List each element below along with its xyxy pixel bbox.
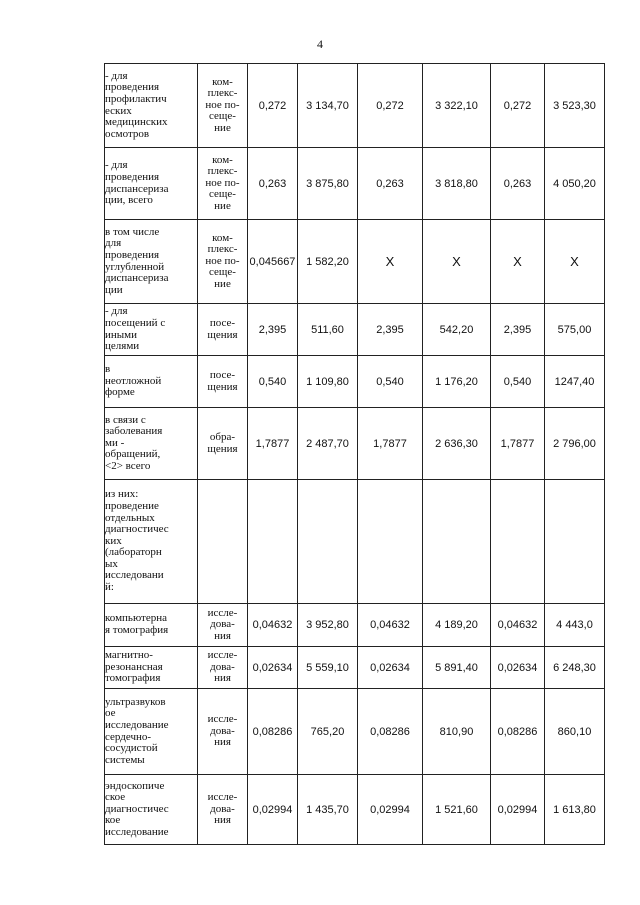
value-cell: 2 636,30 — [423, 408, 491, 480]
row-name: - для проведения профилактич еских медицинских осмотров — [105, 69, 168, 140]
table-row — [105, 64, 605, 148]
table-row — [105, 408, 605, 480]
row-name-cell — [105, 647, 198, 689]
value-cell: 0,02994 — [491, 775, 545, 845]
unit-cell — [198, 647, 248, 689]
value-cell: 2,395 — [358, 304, 423, 356]
value-cell: 0,540 — [248, 356, 298, 408]
unit-label: ком- плекс- ное по- сеще- ние — [205, 231, 240, 290]
value-cell: 3 134,70 — [298, 64, 358, 148]
value-cell: 0,04632 — [358, 604, 423, 647]
value-cell: 4 443,0 — [545, 604, 605, 647]
unit-label: обра- щения — [207, 430, 238, 455]
value-cell: 0,04632 — [248, 604, 298, 647]
value-cell: 5 891,40 — [423, 647, 491, 689]
value-cell: 1 521,60 — [423, 775, 491, 845]
unit-label: ком- плекс- ное по- сеще- ние — [205, 75, 240, 134]
table-row — [105, 689, 605, 775]
table-row — [105, 647, 605, 689]
row-name-cell — [105, 408, 198, 480]
value-cell: 0,263 — [358, 148, 423, 220]
value-cell: 2 796,00 — [545, 408, 605, 480]
unit-cell — [198, 775, 248, 845]
value-cell: 0,263 — [491, 148, 545, 220]
value-cell: 0,08286 — [248, 689, 298, 775]
unit-label: иссле- дова- ния — [207, 791, 238, 827]
row-name-cell — [105, 64, 198, 148]
row-name: эндоскопиче ское диагностичес кое исследование — [105, 779, 169, 838]
value-cell: 0,02994 — [248, 775, 298, 845]
value-cell: 3 523,30 — [545, 64, 605, 148]
value-cell: 1,7877 — [248, 408, 298, 480]
row-name-cell — [105, 689, 198, 775]
value-cell: 1,7877 — [358, 408, 423, 480]
value-cell: 1247,40 — [545, 356, 605, 408]
row-name-cell — [105, 604, 198, 647]
row-name: из них: проведение отдельных диагностичес ких (лабораторн ых исследовани й: — [105, 488, 169, 594]
value-cell: 0,045667 — [248, 220, 298, 304]
row-name: в том числе для проведения углубленной диспансериза ции — [105, 225, 169, 296]
row-name: в связи с заболевания ми - обращений, <2> всего — [105, 413, 163, 472]
row-name-cell — [105, 356, 198, 408]
value-cell — [298, 480, 358, 604]
value-cell — [358, 480, 423, 604]
unit-cell — [198, 356, 248, 408]
value-cell: 0,08286 — [358, 689, 423, 775]
row-name-cell — [105, 220, 198, 304]
value-cell: 1 435,70 — [298, 775, 358, 845]
unit-cell — [198, 604, 248, 647]
value-cell: 0,540 — [358, 356, 423, 408]
value-cell — [248, 480, 298, 604]
table-row — [105, 356, 605, 408]
row-name: ультразвуков ое исследование сердечно- сосудистой системы — [105, 695, 169, 766]
value-cell: 0,272 — [491, 64, 545, 148]
unit-label: посе- щения — [207, 316, 238, 341]
unit-label: иссле- дова- ния — [207, 606, 238, 642]
value-cell: 3 875,80 — [298, 148, 358, 220]
rates-table — [104, 63, 605, 845]
value-cell — [423, 480, 491, 604]
unit-label: иссле- дова- ния — [207, 713, 238, 749]
row-name-cell — [105, 304, 198, 356]
unit-cell — [198, 408, 248, 480]
value-cell: 3 322,10 — [423, 64, 491, 148]
table-row — [105, 148, 605, 220]
row-name-cell — [105, 775, 198, 845]
unit-cell — [198, 64, 248, 148]
unit-label: посе- щения — [207, 368, 238, 393]
unit-cell — [198, 480, 248, 604]
unit-cell — [198, 304, 248, 356]
value-cell: 0,272 — [358, 64, 423, 148]
unit-cell — [198, 148, 248, 220]
row-name-cell — [105, 480, 198, 604]
value-cell: X — [491, 220, 545, 304]
value-cell: 1 582,20 — [298, 220, 358, 304]
value-cell: 0,272 — [248, 64, 298, 148]
value-cell: 0,08286 — [491, 689, 545, 775]
unit-cell — [198, 689, 248, 775]
value-cell: 3 952,80 — [298, 604, 358, 647]
value-cell: 1 176,20 — [423, 356, 491, 408]
value-cell: X — [545, 220, 605, 304]
value-cell: 3 818,80 — [423, 148, 491, 220]
value-cell — [491, 480, 545, 604]
value-cell: 5 559,10 — [298, 647, 358, 689]
value-cell: 0,540 — [491, 356, 545, 408]
value-cell: 4 189,20 — [423, 604, 491, 647]
row-name: - для проведения диспансериза ции, всего — [105, 159, 169, 207]
value-cell: 860,10 — [545, 689, 605, 775]
value-cell: 2,395 — [491, 304, 545, 356]
value-cell: 765,20 — [298, 689, 358, 775]
value-cell: 0,02634 — [248, 647, 298, 689]
value-cell: 542,20 — [423, 304, 491, 356]
row-name: магнитно- резонансная томография — [105, 649, 163, 685]
row-name: - для посещений с иными целями — [105, 305, 166, 353]
row-name: компьютерна я томография — [105, 612, 169, 636]
row-name-cell — [105, 148, 198, 220]
value-cell: 2 487,70 — [298, 408, 358, 480]
value-cell: X — [423, 220, 491, 304]
table-body — [105, 64, 605, 845]
table-row — [105, 775, 605, 845]
value-cell: 511,60 — [298, 304, 358, 356]
value-cell: 1,7877 — [491, 408, 545, 480]
value-cell: 0,02994 — [358, 775, 423, 845]
table-row — [105, 604, 605, 647]
value-cell: 2,395 — [248, 304, 298, 356]
value-cell: 575,00 — [545, 304, 605, 356]
table-row — [105, 220, 605, 304]
value-cell — [545, 480, 605, 604]
table-row — [105, 304, 605, 356]
page-number: 4 — [317, 37, 323, 51]
unit-label: ком- плекс- ное по- сеще- ние — [205, 153, 240, 212]
unit-label: иссле- дова- ния — [207, 649, 238, 685]
unit-cell — [198, 220, 248, 304]
value-cell: X — [358, 220, 423, 304]
table-row — [105, 480, 605, 604]
value-cell: 0,04632 — [491, 604, 545, 647]
row-name: в неотложной форме — [105, 363, 162, 399]
value-cell: 0,02634 — [491, 647, 545, 689]
value-cell: 0,02634 — [358, 647, 423, 689]
value-cell: 0,263 — [248, 148, 298, 220]
value-cell: 6 248,30 — [545, 647, 605, 689]
value-cell: 810,90 — [423, 689, 491, 775]
value-cell: 1 613,80 — [545, 775, 605, 845]
value-cell: 1 109,80 — [298, 356, 358, 408]
value-cell: 4 050,20 — [545, 148, 605, 220]
